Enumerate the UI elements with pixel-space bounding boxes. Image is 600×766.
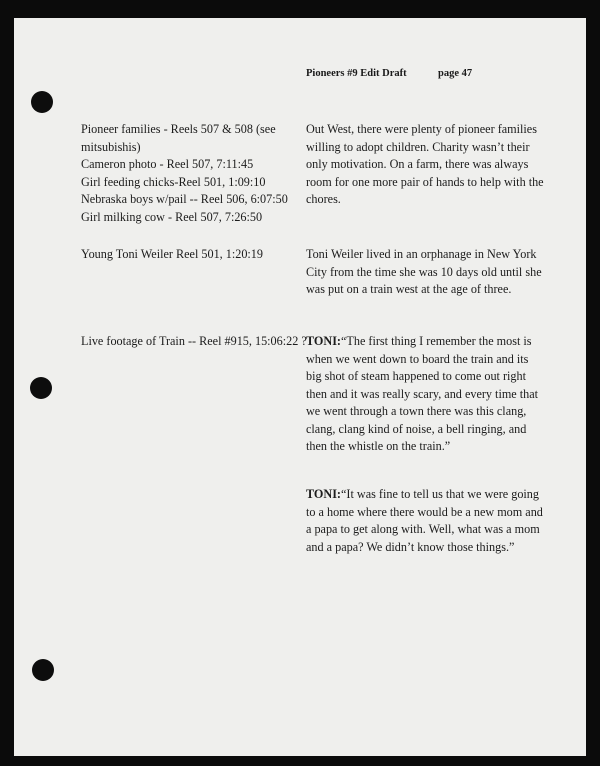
quote-line: a papa to get along with. Well, what was a mom	[306, 522, 540, 536]
document-title: Pioneers #9 Edit Draft	[306, 68, 407, 79]
quote-line: big shot of steam happened to come out right	[306, 369, 527, 383]
quote-1	[306, 333, 538, 456]
binder-hole-middle	[30, 377, 52, 399]
shot-list-1	[81, 121, 288, 226]
narration-line: Toni Weiler lived in an orphanage in New York	[306, 247, 537, 261]
shot-list-3	[81, 333, 307, 351]
binder-hole-bottom	[32, 659, 54, 681]
shot-list-2	[81, 246, 281, 264]
narration-2	[306, 246, 542, 299]
binder-hole-top	[31, 91, 53, 113]
quote-line: when we went down to board the train and its	[306, 351, 529, 366]
quote-line: we went through a town there was this clang,	[306, 404, 527, 418]
quote-line: “It was fine to tell us that we were going	[341, 487, 539, 501]
page-header	[306, 68, 473, 79]
quote-2	[306, 486, 543, 556]
speaker-label: TONI:	[306, 487, 341, 501]
narration-line: chores.	[306, 192, 341, 206]
quote-line: then the whistle on the train.”	[306, 439, 451, 453]
shot-line: Cameron photo - Reel 507, 7:11:45	[81, 157, 254, 171]
narration-line: Out West, there were plenty of pioneer families	[306, 122, 537, 136]
narration-line: only motivation. On a farm, there was always	[306, 157, 529, 171]
quote-line: to a home where there would be a new mom and	[306, 504, 543, 519]
shot-line: Pioneer families - Reels 507 & 508 (see	[81, 122, 276, 136]
shot-line: Girl milking cow - Reel 507, 7:26:50	[81, 209, 263, 224]
narration-1	[306, 121, 544, 209]
quote-line: “The first thing I remember the most is	[341, 334, 532, 348]
shot-line: Nebraska boys w/pail -- Reel 506, 6:07:50	[81, 192, 288, 206]
narration-line: willing to adopt children. Charity wasn’t their	[306, 139, 530, 154]
page-number: page 47	[438, 68, 473, 79]
narration-line: room for one more pair of hands to help with the	[306, 174, 544, 189]
shot-line: Young Toni Weiler Reel 501, 1:20:19	[81, 247, 263, 261]
narration-line: was put on a train west at the age of three.	[306, 282, 512, 296]
quote-line: then and it was really scary, and every time that	[306, 386, 539, 401]
speaker-label: TONI:	[306, 334, 341, 348]
shot-line: mitsubishis)	[81, 139, 141, 154]
quote-line: and a papa? We didn’t know those things.”	[306, 539, 515, 554]
quote-line: clang, clang kind of noise, a bell ringing, and	[306, 421, 527, 436]
narration-line: City from the time she was 10 days old until she	[306, 264, 542, 279]
shot-line: Live footage of Train -- Reel #915, 15:06:22 ?	[81, 334, 307, 348]
shot-line: Girl feeding chicks-Reel 501, 1:09:10	[81, 174, 266, 189]
